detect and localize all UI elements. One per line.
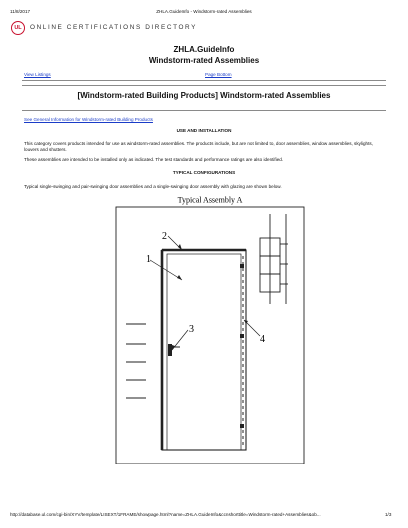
paragraph-use-1: This category covers products intended for use as windstorm-rated assemblies. The products include, but are not limited to, door assemblies, window assemblies, skylights, louvers and shutters. xyxy=(24,141,373,152)
directory-label: ONLINE CERTIFICATIONS DIRECTORY xyxy=(30,24,198,31)
door-leaf xyxy=(167,254,241,450)
hinge-bottom xyxy=(240,424,244,428)
ul-logo xyxy=(11,21,25,35)
ul-logo-text: UL xyxy=(14,25,22,31)
general-info-link[interactable]: See General Information for Windstorm-rated Building Products xyxy=(24,117,153,122)
guide-name: Windstorm-rated Assemblies xyxy=(148,56,260,65)
callout-4: 4 xyxy=(260,334,265,345)
divider-third xyxy=(22,110,386,111)
paragraph-use-2: These assemblies are intended to be installed only as indicated. The test standards and performance ratings are also identified. xyxy=(24,157,284,162)
section-title-typical: TYPICAL CONFIGURATIONS xyxy=(172,170,236,175)
assembly-frame-box xyxy=(116,207,304,464)
view-listings-link[interactable]: View Listings xyxy=(24,72,51,77)
callout-2: 2 xyxy=(162,231,167,242)
callout-3: 3 xyxy=(189,324,194,335)
hinge-top xyxy=(240,264,244,268)
print-url: http://database.ul.com/cgi-bin/XYV/template/LISEXT/1FRAME/showpage.html?name=ZHLA.GuideInfo&ccnshorttitle=Windstorm-rated+Assemblies&ob... xyxy=(10,512,321,517)
category-heading: [Windstorm-rated Building Products] Windstorm-rated Assemblies xyxy=(77,91,331,100)
divider-top xyxy=(22,80,386,81)
print-date: 11/8/2017 xyxy=(10,9,31,14)
hinge-middle xyxy=(240,334,244,338)
callout-arrowheads xyxy=(172,244,248,350)
section-title-use: USE AND INSTALLATION xyxy=(176,128,232,133)
figure-caption: Typical Assembly A xyxy=(177,195,243,205)
print-page-number: 1/3 xyxy=(385,512,392,517)
frame-detail xyxy=(260,214,288,304)
assembly-a-figure xyxy=(110,194,310,464)
guide-code: ZHLA.GuideInfo xyxy=(173,45,235,54)
callout-1: 1 xyxy=(146,254,151,265)
page-bottom-link[interactable]: Page Bottom xyxy=(205,72,232,77)
wall-section-lines xyxy=(126,324,146,398)
print-title: ZHLA.GuideInfo - Windstorm-rated Assemblies xyxy=(156,9,252,14)
divider-second xyxy=(22,85,386,86)
lockset xyxy=(168,344,172,356)
door-frame xyxy=(162,250,246,450)
paragraph-typical-1: Typical single-swinging and pair-swinging door assemblies and a single-swinging door assembly with glazing are shown below. xyxy=(24,184,282,189)
